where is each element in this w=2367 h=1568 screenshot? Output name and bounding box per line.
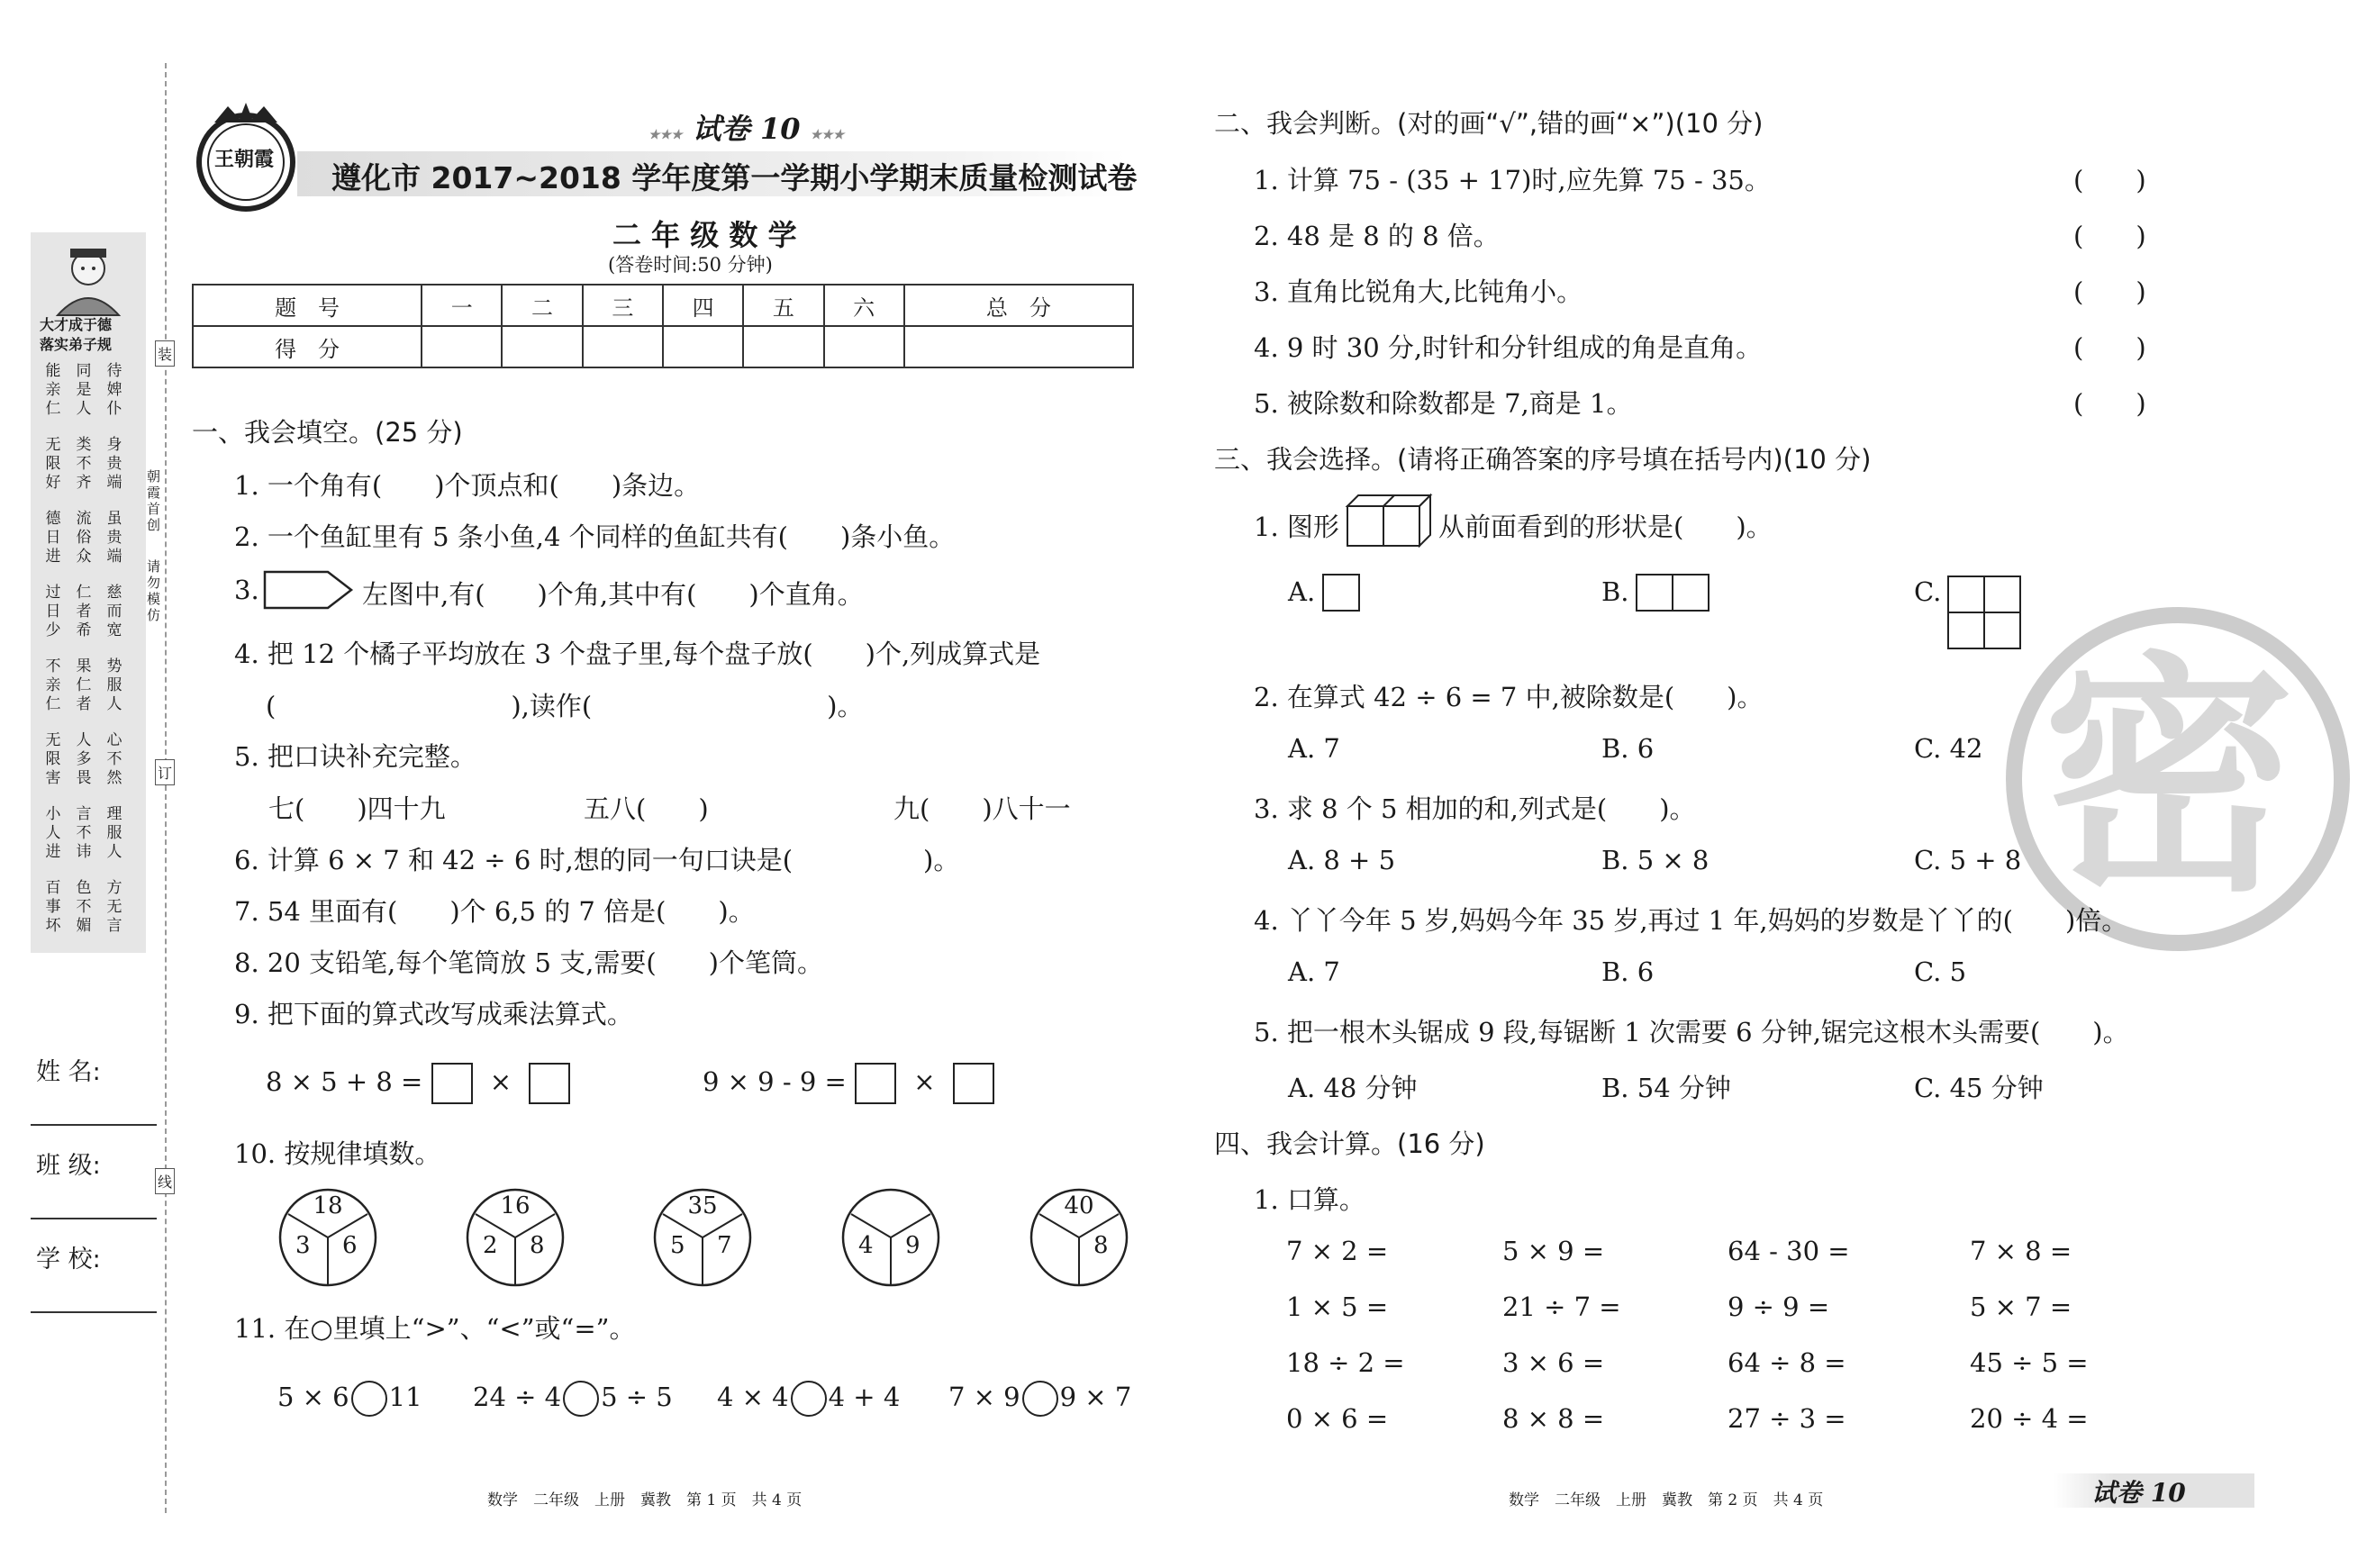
number-wheel bbox=[277, 1187, 378, 1288]
wheel-right: 8 bbox=[530, 1232, 545, 1259]
number-wheel bbox=[1029, 1187, 1129, 1288]
motto-column: 无限害 bbox=[45, 731, 61, 787]
judge-item: 3. 直角比锐角大,比钝角小。 bbox=[1254, 276, 1583, 307]
judge-answer-bracket[interactable]: ( ) bbox=[2073, 221, 2146, 251]
score-header-row bbox=[193, 285, 1133, 326]
motto-column: 人多畏 bbox=[76, 731, 92, 787]
calc-item[interactable]: 9 ÷ 9 = bbox=[1728, 1292, 1830, 1322]
wheel-top: 18 bbox=[313, 1192, 343, 1219]
motto-column: 百事坏 bbox=[45, 879, 61, 935]
s1-q9-a bbox=[266, 1063, 570, 1104]
motto-column: 色不媚 bbox=[76, 879, 92, 935]
score-cell: 五 bbox=[743, 285, 823, 326]
pentagon-shape bbox=[263, 570, 355, 610]
section2-title: 二、我会判断。(对的画“√”,错的画“×”)(10 分) bbox=[1214, 108, 1764, 139]
option-b-shape bbox=[1635, 573, 1710, 612]
calc-item[interactable]: 0 × 6 = bbox=[1286, 1403, 1389, 1434]
score-cell: 四 bbox=[663, 285, 743, 326]
s1-q11-item bbox=[473, 1381, 673, 1417]
wheel-right: 7 bbox=[717, 1232, 732, 1259]
wheel-right: 9 bbox=[905, 1232, 920, 1259]
expression: 5 ÷ 5 bbox=[601, 1382, 673, 1412]
expression: 4 × 4 bbox=[717, 1382, 789, 1412]
answer-box[interactable] bbox=[855, 1063, 896, 1104]
expression: 9 × 9 - 9 = bbox=[703, 1066, 847, 1097]
compare-circle[interactable] bbox=[351, 1381, 387, 1417]
times-sign: × bbox=[913, 1066, 936, 1097]
score-input[interactable] bbox=[904, 326, 1133, 367]
s1-q3-text: 左图中,有( )个角,其中有( )个直角。 bbox=[362, 579, 864, 610]
class-line[interactable] bbox=[31, 1218, 157, 1219]
score-cell: 二 bbox=[502, 285, 582, 326]
motto-column: 慈而宽 bbox=[106, 584, 122, 639]
answer-box[interactable] bbox=[953, 1063, 994, 1104]
s1-q3-num: 3. bbox=[234, 575, 259, 605]
s3-option[interactable]: B. 6 bbox=[1601, 956, 1655, 987]
score-value-row bbox=[193, 326, 1133, 367]
score-table bbox=[192, 284, 1134, 368]
score-cell: 一 bbox=[422, 285, 502, 326]
score-input[interactable] bbox=[502, 326, 582, 367]
calc-item[interactable]: 64 - 30 = bbox=[1728, 1236, 1850, 1266]
calc-item[interactable]: 64 ÷ 8 = bbox=[1728, 1347, 1846, 1378]
wheel-circle bbox=[840, 1187, 941, 1288]
judge-item: 5. 被除数和除数都是 7,商是 1。 bbox=[1254, 388, 1633, 419]
s3-q1-opt-c[interactable]: C. bbox=[1914, 576, 1942, 607]
score-cell: 题 号 bbox=[193, 285, 422, 326]
scholar-icon bbox=[31, 236, 146, 317]
answer-box[interactable] bbox=[431, 1063, 473, 1104]
name-line[interactable] bbox=[31, 1124, 157, 1126]
s3-option[interactable]: B. 5 × 8 bbox=[1601, 845, 1710, 875]
s3-option[interactable]: C. 42 bbox=[1914, 733, 1983, 764]
score-cell: 三 bbox=[583, 285, 663, 326]
s3-option[interactable]: A. 7 bbox=[1288, 956, 1340, 987]
s1-q4b: ( ),读作( )。 bbox=[266, 691, 864, 721]
footer-left: 数学 二年级 上册 冀教 第 1 页 共 4 页 bbox=[487, 1491, 803, 1509]
calc-item[interactable]: 5 × 9 = bbox=[1502, 1236, 1605, 1266]
expression: 4 + 4 bbox=[828, 1382, 901, 1412]
motto-column: 虽贵端 bbox=[106, 510, 122, 566]
school-label: 学 校: bbox=[36, 1246, 101, 1273]
s3-option[interactable]: B. 54 分钟 bbox=[1601, 1073, 1731, 1103]
option-c-shape bbox=[1946, 575, 2022, 650]
logo-text: 王朝霞 bbox=[214, 148, 275, 171]
judge-answer-bracket[interactable]: ( ) bbox=[2073, 276, 2146, 307]
s4-sub1: 1. 口算。 bbox=[1254, 1184, 1365, 1215]
answer-box[interactable] bbox=[529, 1063, 570, 1104]
calc-item[interactable]: 3 × 6 = bbox=[1502, 1347, 1605, 1378]
paper-tag-text: 试卷 10 bbox=[692, 112, 801, 146]
calc-item[interactable]: 45 ÷ 5 = bbox=[1970, 1347, 2089, 1378]
calc-item[interactable]: 7 × 2 = bbox=[1286, 1236, 1389, 1266]
judge-answer-bracket[interactable]: ( ) bbox=[2073, 165, 2146, 195]
motto-column: 同是人 bbox=[76, 362, 92, 418]
motto-column: 过日少 bbox=[45, 584, 61, 639]
s3-q1-opt-b[interactable]: B. bbox=[1601, 576, 1629, 607]
calc-item[interactable]: 21 ÷ 7 = bbox=[1502, 1292, 1621, 1322]
cube-figure bbox=[1346, 494, 1432, 548]
s3-option[interactable]: C. 5 bbox=[1914, 956, 1967, 987]
vertical-note: 朝霞首创 bbox=[147, 468, 161, 533]
s1-q9: 9. 把下面的算式改写成乘法算式。 bbox=[234, 999, 633, 1029]
motto-column: 类不齐 bbox=[76, 436, 92, 492]
calc-item[interactable]: 18 ÷ 2 = bbox=[1286, 1347, 1405, 1378]
s1-q4a: 4. 把 12 个橘子平均放在 3 个盘子里,每个盘子放( )个,列成算式是 bbox=[234, 639, 1041, 669]
judge-answer-bracket[interactable]: ( ) bbox=[2073, 332, 2146, 363]
judge-item: 1. 计算 75 - (35 + 17)时,应先算 75 - 35。 bbox=[1254, 165, 1771, 195]
section3-title: 三、我会选择。(请将正确答案的序号填在括号内)(10 分) bbox=[1214, 444, 1872, 475]
exam-title: 遵化市 2017~2018 学年度第一学期小学期末质量检测试卷 bbox=[331, 160, 1138, 195]
s1-q11-item bbox=[717, 1381, 900, 1417]
s1-q11: 11. 在○里填上“>”、“<”或“=”。 bbox=[234, 1313, 636, 1344]
s3-q1-text: 1. 图形 bbox=[1254, 512, 1339, 542]
s1-q8: 8. 20 支铅笔,每个笔筒放 5 支,需要( )个笔筒。 bbox=[234, 947, 823, 978]
score-input[interactable] bbox=[663, 326, 743, 367]
s1-q5-c: 九( )八十一 bbox=[893, 793, 1071, 824]
option-a-shape bbox=[1321, 573, 1361, 612]
calc-item[interactable]: 27 ÷ 3 = bbox=[1728, 1403, 1846, 1434]
calc-item[interactable]: 8 × 8 = bbox=[1502, 1403, 1605, 1434]
motto-column: 能亲仁 bbox=[45, 362, 61, 418]
number-wheel bbox=[465, 1187, 566, 1288]
section4-title: 四、我会计算。(16 分) bbox=[1214, 1128, 1485, 1159]
s1-q5-a: 七( )四十九 bbox=[268, 793, 446, 824]
motto-column: 理服人 bbox=[106, 805, 122, 861]
motto-column: 无限好 bbox=[45, 436, 61, 492]
motto-column: 流俗众 bbox=[76, 510, 92, 566]
s3-q1-post: 从前面看到的形状是( )。 bbox=[1438, 512, 1773, 542]
subject-title: 二 年 级 数 学 bbox=[612, 218, 797, 252]
score-input[interactable] bbox=[422, 326, 502, 367]
time-note: (答卷时间:50 分钟) bbox=[608, 254, 773, 276]
s3-option[interactable]: A. 48 分钟 bbox=[1288, 1073, 1418, 1103]
expression: 11 bbox=[388, 1382, 422, 1412]
judge-item: 4. 9 时 30 分,时针和分针组成的角是直角。 bbox=[1254, 332, 1763, 363]
score-input[interactable] bbox=[743, 326, 823, 367]
wheel-left: 5 bbox=[670, 1232, 685, 1259]
s3-option[interactable]: A. 7 bbox=[1288, 733, 1340, 764]
score-cell: 得 分 bbox=[193, 326, 422, 367]
s3-q3: 3. 求 8 个 5 相加的和,列式是( )。 bbox=[1254, 793, 1696, 824]
star-icon: ★★★ bbox=[648, 128, 683, 142]
calc-item[interactable]: 20 ÷ 4 = bbox=[1970, 1403, 2089, 1434]
number-wheel bbox=[840, 1187, 941, 1288]
judge-item: 2. 48 是 8 的 8 倍。 bbox=[1254, 221, 1500, 251]
expression: 9 × 7 bbox=[1059, 1382, 1132, 1412]
expression: 7 × 9 bbox=[948, 1382, 1020, 1412]
wheel-right: 6 bbox=[342, 1232, 358, 1259]
s1-q11-item bbox=[948, 1381, 1131, 1417]
s1-q6: 6. 计算 6 × 7 和 42 ÷ 6 时,想的同一句口诀是( )。 bbox=[234, 845, 960, 875]
vertical-note: 请勿模仿 bbox=[147, 558, 161, 623]
motto-column: 小人进 bbox=[45, 805, 61, 861]
s1-q1: 1. 一个角有( )个顶点和( )条边。 bbox=[234, 470, 701, 501]
wheel-top: 40 bbox=[1064, 1192, 1094, 1219]
expression: 8 × 5 + 8 = bbox=[266, 1066, 423, 1097]
s1-q11-item bbox=[277, 1381, 422, 1417]
motto-top: 大才成于德 bbox=[40, 316, 113, 333]
motto-column: 方无言 bbox=[106, 879, 122, 935]
compare-circle[interactable] bbox=[791, 1381, 827, 1417]
wheel-left: 2 bbox=[483, 1232, 498, 1259]
motto-column: 德日进 bbox=[45, 510, 61, 566]
footer-right: 数学 二年级 上册 冀教 第 2 页 共 4 页 bbox=[1509, 1491, 1824, 1509]
s1-q5-b: 五八( ) bbox=[584, 793, 709, 824]
calc-item[interactable]: 1 × 5 = bbox=[1286, 1292, 1389, 1322]
motto-column: 果仁者 bbox=[76, 657, 92, 713]
footer-tag: 试卷 10 bbox=[2091, 1478, 2186, 1508]
expression: 24 ÷ 4 bbox=[473, 1382, 562, 1412]
wheel-top: 35 bbox=[687, 1192, 718, 1219]
s3-q1-opt-a[interactable]: A. bbox=[1288, 576, 1316, 607]
paper-tag bbox=[648, 106, 844, 148]
wheel-left: 3 bbox=[295, 1232, 311, 1259]
s3-option[interactable]: C. 5 + 8 bbox=[1914, 845, 2022, 875]
motto-column: 仁者希 bbox=[76, 584, 92, 639]
s3-q5: 5. 把一根木头锯成 9 段,每锯断 1 次需要 6 分钟,锯完这根木头需要( )。 bbox=[1254, 1017, 2129, 1047]
judge-answer-bracket[interactable]: ( ) bbox=[2073, 388, 2146, 419]
school-line[interactable] bbox=[31, 1311, 157, 1313]
star-icon: ★★★ bbox=[810, 128, 845, 142]
seal-mark: 订 bbox=[155, 759, 175, 785]
s3-option[interactable]: B. 6 bbox=[1601, 733, 1655, 764]
s3-option[interactable]: C. 45 分钟 bbox=[1914, 1073, 2044, 1103]
class-label: 班 级: bbox=[36, 1152, 101, 1180]
motto-column: 心不然 bbox=[106, 731, 122, 787]
number-wheel bbox=[652, 1187, 753, 1288]
motto-bottom: 落实弟子规 bbox=[40, 336, 113, 353]
score-input[interactable] bbox=[583, 326, 663, 367]
s1-q10: 10. 按规律填数。 bbox=[234, 1138, 441, 1169]
wheel-left: 4 bbox=[858, 1232, 874, 1259]
s3-option[interactable]: A. 8 + 5 bbox=[1288, 845, 1396, 875]
wheel-top: 16 bbox=[500, 1192, 531, 1219]
s3-q4: 4. 丫丫今年 5 岁,妈妈今年 35 岁,再过 1 年,妈妈的岁数是丫丫的( )倍。 bbox=[1254, 905, 2128, 936]
s1-q5: 5. 把口诀补充完整。 bbox=[234, 741, 476, 772]
seal-mark: 线 bbox=[155, 1168, 175, 1194]
name-label: 姓 名: bbox=[36, 1058, 101, 1086]
motto-column: 身贵端 bbox=[106, 436, 122, 492]
calc-item[interactable]: 7 × 8 = bbox=[1970, 1236, 2072, 1266]
expression: 5 × 6 bbox=[277, 1382, 349, 1412]
motto-column: 不亲仁 bbox=[45, 657, 61, 713]
binding-line bbox=[165, 63, 167, 1513]
seal-mark: 装 bbox=[155, 340, 175, 367]
compare-circle[interactable] bbox=[563, 1381, 599, 1417]
motto-column: 待婢仆 bbox=[106, 362, 122, 418]
motto-column: 势服人 bbox=[106, 657, 122, 713]
s3-q2: 2. 在算式 42 ÷ 6 = 7 中,被除数是( )。 bbox=[1254, 682, 1764, 712]
score-cell: 六 bbox=[824, 285, 904, 326]
s1-q9-b bbox=[703, 1063, 994, 1104]
score-cell: 总 分 bbox=[904, 285, 1133, 326]
score-input[interactable] bbox=[824, 326, 904, 367]
s1-q7: 7. 54 里面有( )个 6,5 的 7 倍是( )。 bbox=[234, 896, 755, 927]
calc-item[interactable]: 5 × 7 = bbox=[1970, 1292, 2072, 1322]
motto-column: 言不讳 bbox=[76, 805, 92, 861]
motto-strip bbox=[31, 232, 146, 953]
compare-circle[interactable] bbox=[1022, 1381, 1058, 1417]
times-sign: × bbox=[489, 1066, 512, 1097]
s1-q2: 2. 一个鱼缸里有 5 条小鱼,4 个同样的鱼缸共有( )条小鱼。 bbox=[234, 521, 956, 552]
stamp-text: 密 bbox=[2043, 632, 2295, 926]
wheel-right: 8 bbox=[1093, 1232, 1109, 1259]
section1-title: 一、我会填空。(25 分) bbox=[192, 417, 463, 448]
